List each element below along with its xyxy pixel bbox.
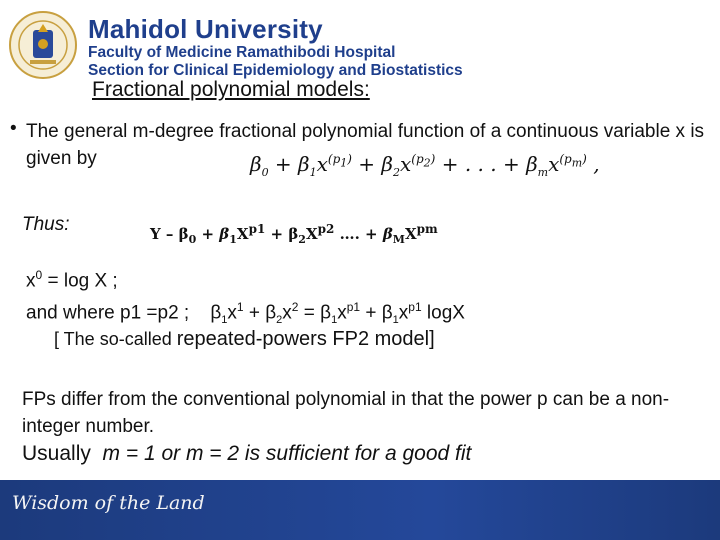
university-seal-logo <box>8 10 78 80</box>
university-name: Mahidol University <box>88 14 323 44</box>
x0-text: = log X ; <box>47 270 118 292</box>
slide-title: Fractional polynomial models: <box>92 78 370 101</box>
bullet-marker: • <box>10 118 17 139</box>
repeated-powers-note <box>54 328 435 351</box>
bracket-prefix: [ The so-called <box>54 329 172 349</box>
fp-general-formula: $\beta_0 + \beta_1x^{(p_1)} + \beta_2x^{(p_2)}$ + . . . + $\beta_mx^{(p_m)}$ , <box>250 152 600 179</box>
where-text: and where p1 =p2 ; <box>26 302 190 324</box>
x0-definition: $x^0 = \log X$ ; <box>26 268 118 292</box>
faculty-name: Faculty of Medicine Ramathibodi Hospital <box>88 44 396 61</box>
fps-difference-paragraph: FPs differ from the conventional polynomial in that the power p can be a non-integer number. <box>22 389 670 437</box>
fp-definition-text: The general m-degree fractional polynomial function of a continuous variable x is given by <box>26 121 705 169</box>
usually-rule <box>22 442 471 466</box>
repeated-powers-line: and where p1 =p2 ; $\beta_1x^1 + \beta_2x^2 = \beta_1x^{p1} + \beta_1x^{p1}$ logX <box>26 300 465 327</box>
section-name: Section for Clinical Epidemiology and Biostatistics <box>88 62 463 79</box>
usually-label: Usually <box>22 442 91 465</box>
usually-rule-text: m = 1 or m = 2 is sufficient for a good fit <box>102 442 472 465</box>
footer-logo-text: Wisdom of the Land <box>12 492 205 514</box>
fp-model-formula: $Y - \beta_0 + \beta_1X^{p1} + \beta_2X^{p2}$ …. + $\beta_MX^{pm}$ <box>150 222 438 246</box>
bracket-model: repeated-powers FP2 model] <box>176 328 435 350</box>
thus-label: Thus: <box>22 214 70 235</box>
